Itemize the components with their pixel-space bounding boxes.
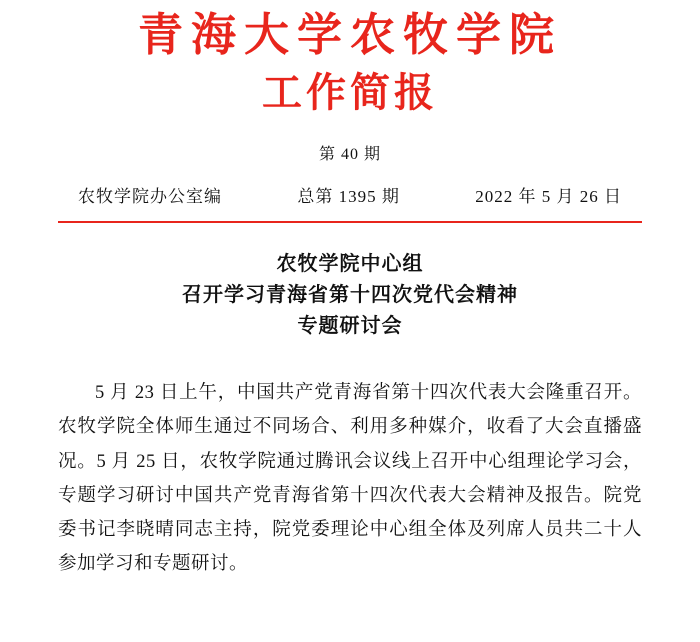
masthead-divider <box>58 221 642 223</box>
document-title-line-2: 召开学习青海省第十四次党代会精神 <box>182 284 518 307</box>
editor-label: 农牧学院办公室编 <box>78 187 222 207</box>
document-title-line-1: 农牧学院中心组 <box>276 253 424 276</box>
document-body <box>58 376 642 581</box>
masthead-organization: 青海大学农牧学院 <box>137 10 562 60</box>
document-title-line-3: 专题研讨会 <box>297 315 403 338</box>
issue-number: 第 40 期 <box>318 146 381 164</box>
total-issue-number: 总第 1395 期 <box>297 187 400 207</box>
masthead-bulletin-title: 工作简报 <box>262 70 438 116</box>
body-paragraph-1: 5 月 23 日上午，中国共产党青海省第十四次代表大会隆重召开。农牧学院全体师生通过不同场合、利用多种媒介，收看了大会直播盛况。5 月 25 日，农牧学院通过腾讯会议线上召开中心组理论学习会，专题学习研讨中国共产党青海省第十四次代表大会精神及报告。院党委书记李晓晴同志主持，院党委理论中心组全体及列席人员共二十人参加学习和专题研讨。 <box>58 383 642 575</box>
document-title <box>58 249 642 342</box>
masthead-meta-row <box>58 182 642 207</box>
publication-date: 2022 年 5 月 26 日 <box>475 187 622 207</box>
